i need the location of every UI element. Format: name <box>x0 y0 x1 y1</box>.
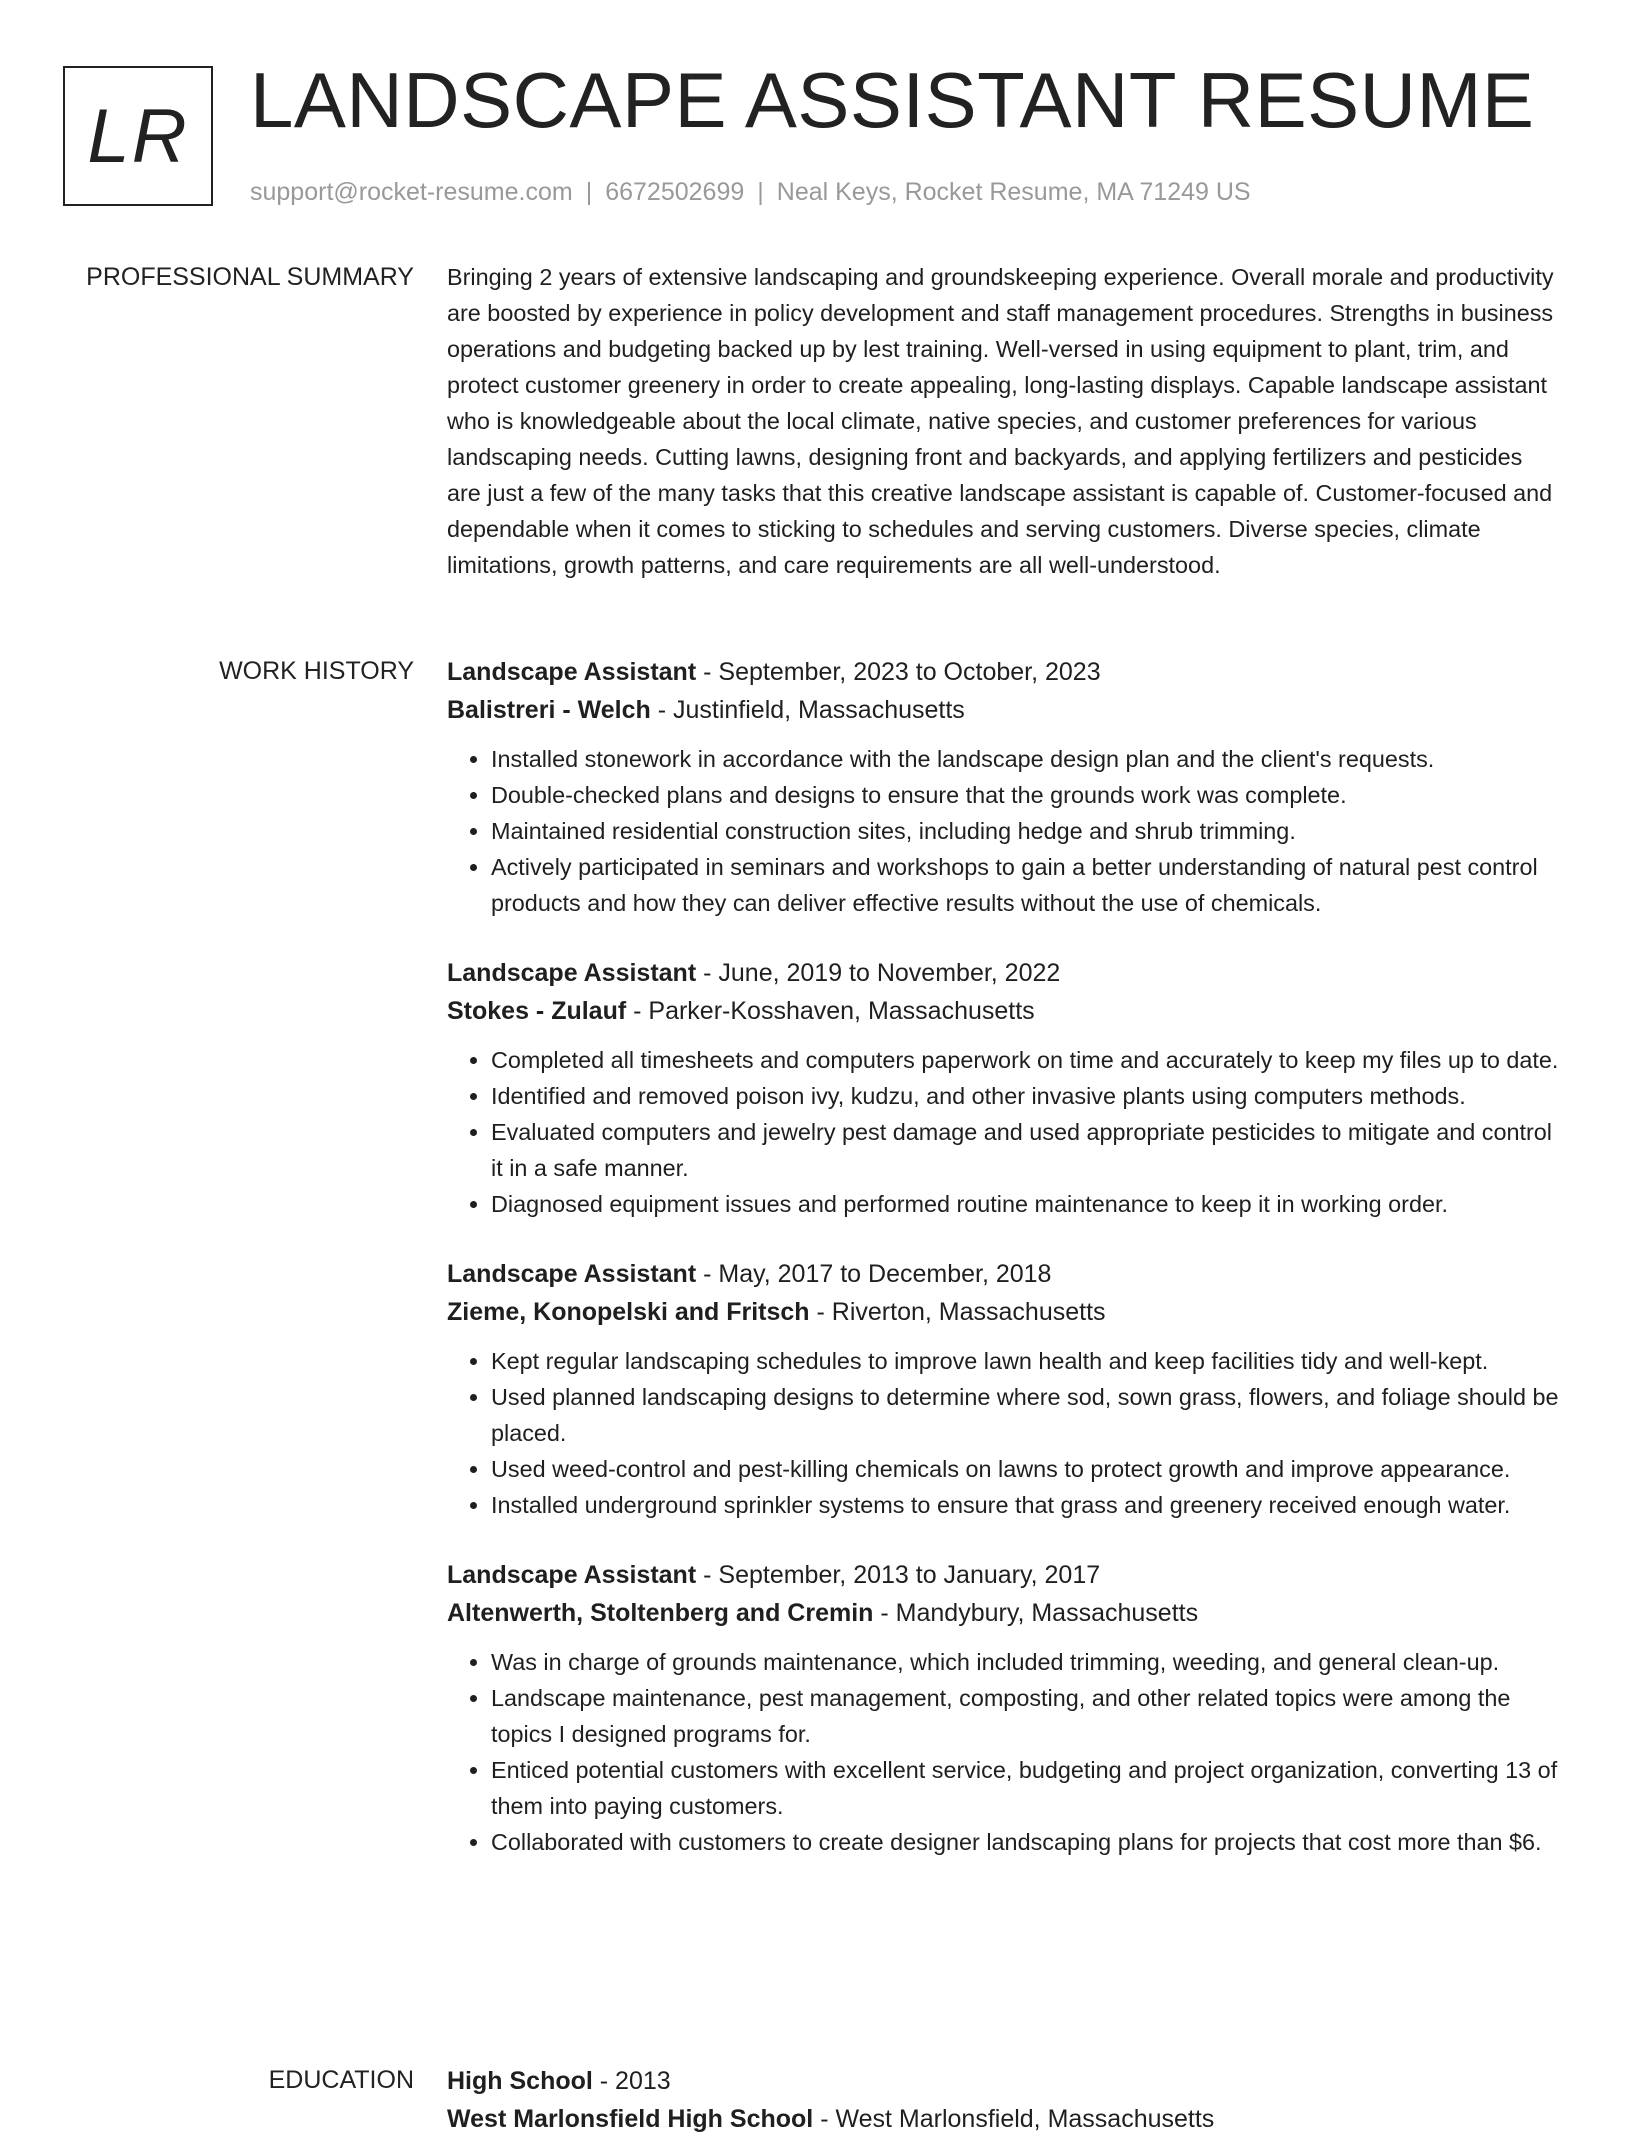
job-dates: - May, 2017 to December, 2018 <box>696 1260 1052 1288</box>
education-section <box>447 2062 1562 2138</box>
education-year: - 2013 <box>592 2067 671 2095</box>
job-dates: - September, 2023 to October, 2023 <box>696 658 1101 686</box>
summary-section <box>447 259 1562 583</box>
work-history-section <box>447 653 1562 1893</box>
job-company-line <box>447 1594 1562 1632</box>
job-title: Landscape Assistant <box>447 1561 697 1589</box>
monogram-logo: LR <box>63 66 213 206</box>
job-title: Landscape Assistant <box>447 658 697 686</box>
job-bullet: • Was in charge of grounds maintenance, which included trimming, weeding, and general clean-up. <box>491 1644 1562 1680</box>
job-company: Balistreri - Welch <box>447 696 651 724</box>
job-company-line <box>447 691 1562 729</box>
job-bullet: • Evaluated computers and jewelry pest damage and used appropriate pesticides to mitigate and control it in a safe manner. <box>491 1114 1562 1186</box>
job-dates: - June, 2019 to November, 2022 <box>696 959 1061 987</box>
job-entry <box>447 653 1562 921</box>
job-bullet: • Installed underground sprinkler systems to ensure that grass and greenery received enough water. <box>491 1487 1562 1523</box>
job-bullet: • Identified and removed poison ivy, kudzu, and other invasive plants using computers methods. <box>491 1078 1562 1114</box>
job-bullet: • Landscape maintenance, pest management, composting, and other related topics were among the topics I designed programs for. <box>491 1680 1562 1752</box>
education-location: - West Marlonsfield, Massachusetts <box>813 2105 1215 2133</box>
job-entry <box>447 1556 1562 1860</box>
job-entry <box>447 954 1562 1222</box>
summary-heading: PROFESSIONAL SUMMARY <box>86 263 414 291</box>
job-bullet: • Diagnosed equipment issues and performed routine maintenance to keep it in working order. <box>491 1186 1562 1222</box>
job-bullet: • Used weed-control and pest-killing chemicals on lawns to protect growth and improve appearance. <box>491 1451 1562 1487</box>
contact-separator: | <box>757 178 764 206</box>
education-degree-line <box>447 2062 1562 2100</box>
job-bullet: • Double-checked plans and designs to ensure that the grounds work was complete. <box>491 777 1562 813</box>
contact-separator: | <box>585 178 593 206</box>
job-bullet: • Actively participated in seminars and workshops to gain a better understanding of natural pest control products and how they can deliver effective results without the use of chemicals. <box>491 849 1562 921</box>
work-history-heading: WORK HISTORY <box>219 657 414 685</box>
job-bullet: • Enticed potential customers with excellent service, budgeting and project organization, converting 13 of them into paying customers. <box>491 1752 1562 1824</box>
contact-email[interactable]: support@rocket-resume.com <box>250 178 573 206</box>
job-company-line <box>447 1293 1562 1331</box>
job-entry <box>447 1255 1562 1523</box>
job-title: Landscape Assistant <box>447 959 697 987</box>
education-school: West Marlonsfield High School <box>447 2105 814 2133</box>
resume-title: LANDSCAPE ASSISTANT RESUME <box>250 56 1535 144</box>
job-bullets <box>447 1042 1562 1222</box>
job-location: - Riverton, Massachusetts <box>809 1298 1106 1326</box>
job-bullet: • Maintained residential construction sites, including hedge and shrub trimming. <box>491 813 1562 849</box>
job-bullets <box>447 1343 1562 1523</box>
job-company-line <box>447 992 1562 1030</box>
job-title-line <box>447 1556 1562 1594</box>
job-company: Zieme, Konopelski and Fritsch <box>447 1298 810 1326</box>
education-school-line <box>447 2100 1562 2138</box>
job-bullet: • Installed stonework in accordance with the landscape design plan and the client's requests. <box>491 741 1562 777</box>
job-bullet: • Used planned landscaping designs to determine where sod, sown grass, flowers, and foliage should be placed. <box>491 1379 1562 1451</box>
contact-phone[interactable]: 6672502699 <box>605 178 745 206</box>
job-bullet: • Completed all timesheets and computers paperwork on time and accurately to keep my files up to date. <box>491 1042 1562 1078</box>
job-company: Altenwerth, Stoltenberg and Cremin <box>447 1599 874 1627</box>
education-heading: EDUCATION <box>268 2066 414 2094</box>
contact-address: Neal Keys, Rocket Resume, MA 71249 US <box>776 178 1251 206</box>
job-title-line <box>447 954 1562 992</box>
education-degree: High School <box>447 2067 593 2095</box>
contact-line <box>250 175 1251 209</box>
job-title-line <box>447 653 1562 691</box>
job-location: - Mandybury, Massachusetts <box>873 1599 1199 1627</box>
summary-text: Bringing 2 years of extensive landscaping and groundskeeping experience. Overall morale and productivity are boosted by experience in policy development and staff management procedures. Strengths in business operations and budgeting backed up by lest training. Well-versed in using equipment to plant, trim, and protect customer greenery in order to create appealing, long-lasting displays. Capable landscape assistant who is knowledgeable about the local climate, native species, and customer preferences for various landscaping needs. Cutting lawns, designing front and backyards, and applying fertilizers and pesticides are just a few of the many tasks that this creative landscape assistant is capable of. Customer-focused and dependable when it comes to sticking to schedules and serving customers. Diverse species, climate limitations, growth patterns, and care requirements are all well-understood. <box>447 264 1554 578</box>
job-bullet: • Kept regular landscaping schedules to improve lawn health and keep facilities tidy and well-kept. <box>491 1343 1562 1379</box>
job-bullet: • Collaborated with customers to create designer landscaping plans for projects that cost more than $6. <box>491 1824 1562 1860</box>
job-title: Landscape Assistant <box>447 1260 697 1288</box>
job-bullets <box>447 741 1562 921</box>
job-company: Stokes - Zulauf <box>447 997 627 1025</box>
job-dates: - September, 2013 to January, 2017 <box>696 1561 1101 1589</box>
job-location: - Parker-Kosshaven, Massachusetts <box>626 997 1035 1025</box>
job-bullets <box>447 1644 1562 1860</box>
job-title-line <box>447 1255 1562 1293</box>
job-location: - Justinfield, Massachusetts <box>650 696 965 724</box>
